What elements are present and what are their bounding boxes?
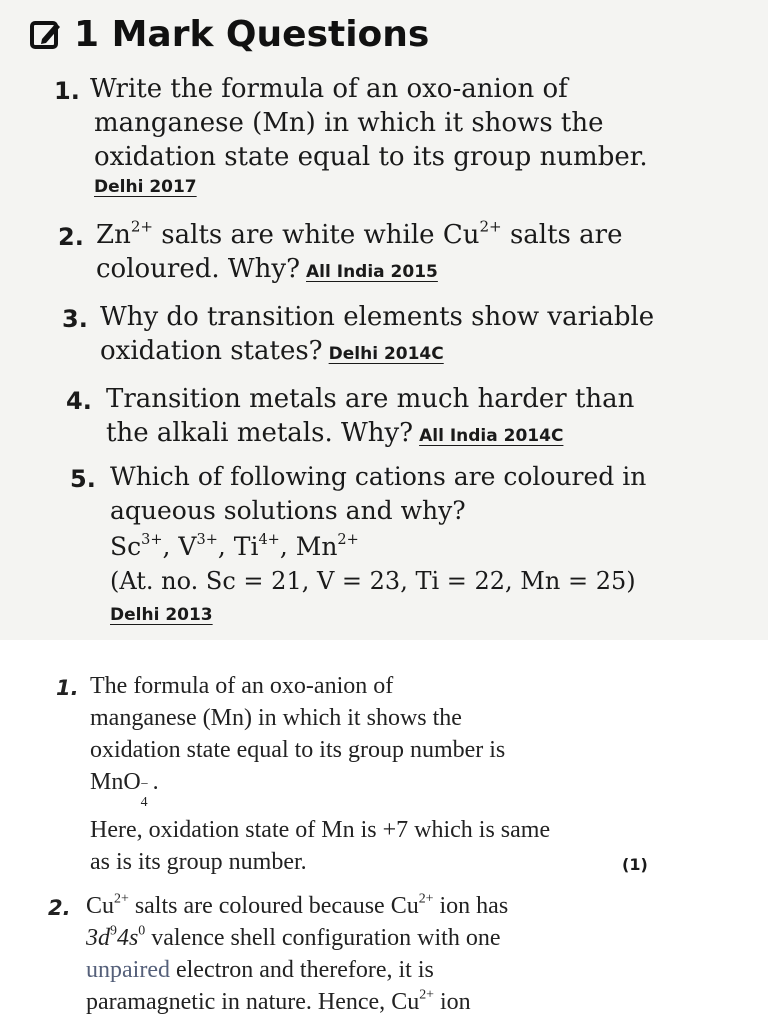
answer-text-line: manganese (Mn) in which it shows the [90, 705, 462, 731]
question-text-line: $Zn^{2+}$ salts are white while $Cu^{2+}$ salts are [96, 217, 623, 250]
formula: MnO − 4 . [90, 769, 159, 810]
answer-1 [56, 670, 551, 878]
source-tag: Delhi 2014C [328, 344, 444, 364]
source-tag: All India 2015 [306, 262, 438, 282]
question-number: 2. [58, 223, 84, 251]
question-text-line: the alkali metals. Why? All India 2014C [106, 418, 564, 448]
question-4 [66, 382, 635, 453]
question-text-line: aqueous solutions and why? [110, 496, 466, 525]
question-text-line: Write the formula of an oxo-anion of [90, 74, 568, 104]
question-text-line: oxidation state equal to its group number. [94, 142, 648, 172]
answer-text-line: oxidation state equal to its group number is [90, 737, 506, 763]
answer-text-line: paramagnetic in nature. Hence, $Cu^{2+}$ ion [86, 987, 471, 1015]
question-number: 5. [70, 465, 96, 493]
answer-text-line: The formula of an oxo-anion of [90, 673, 394, 699]
section-heading [28, 14, 429, 55]
section-title: 1 Mark Questions [74, 14, 430, 55]
question-3 [62, 300, 655, 371]
answer-text-line: $3d^94s^0$ valence shell configuration with one [86, 923, 501, 951]
source-tag: All India 2014C [419, 426, 564, 446]
question-text-line: manganese (Mn) in which it shows the [94, 108, 604, 138]
question-text-line: Which of following cations are coloured in [110, 462, 647, 491]
question-text-line: coloured. Why? All India 2015 [96, 254, 438, 284]
question-number: 3. [62, 305, 88, 333]
source-tag: Delhi 2017 [94, 177, 197, 197]
answer-text-line: Here, oxidation state of Mn is +7 which is same [90, 817, 551, 843]
question-5 [70, 460, 647, 628]
edit-icon [28, 17, 64, 53]
answer-text-line: unpaired electron and therefore, it is [86, 957, 434, 983]
atomic-numbers: (At. no. Sc = 21, V = 23, Ti = 22, Mn = 25) [110, 567, 636, 595]
question-text-line: Transition metals are much harder than [106, 384, 635, 414]
answer-text-line: $Cu^{2+}$ salts are coloured because $Cu^{2+}$ ion has [86, 891, 509, 919]
question-2 [58, 217, 623, 289]
question-number: 1. [54, 77, 80, 105]
answer-number: 1. [56, 676, 79, 700]
answer-text-line: as is its group number. [90, 849, 307, 875]
answer-2 [48, 890, 509, 1018]
mark-label: (1) [622, 855, 648, 874]
question-1 [54, 72, 648, 200]
question-text-line: Why do transition elements show variable [100, 302, 655, 332]
ion-list: $Sc^{3+}$, $V^{3+}$, $Ti^{4+}$, $Mn^{2+}$ [110, 532, 359, 561]
question-number: 4. [66, 387, 92, 415]
question-text-line: oxidation states? Delhi 2014C [100, 336, 444, 366]
source-tag: Delhi 2013 [110, 605, 213, 625]
answer-number: 2. [48, 896, 71, 920]
